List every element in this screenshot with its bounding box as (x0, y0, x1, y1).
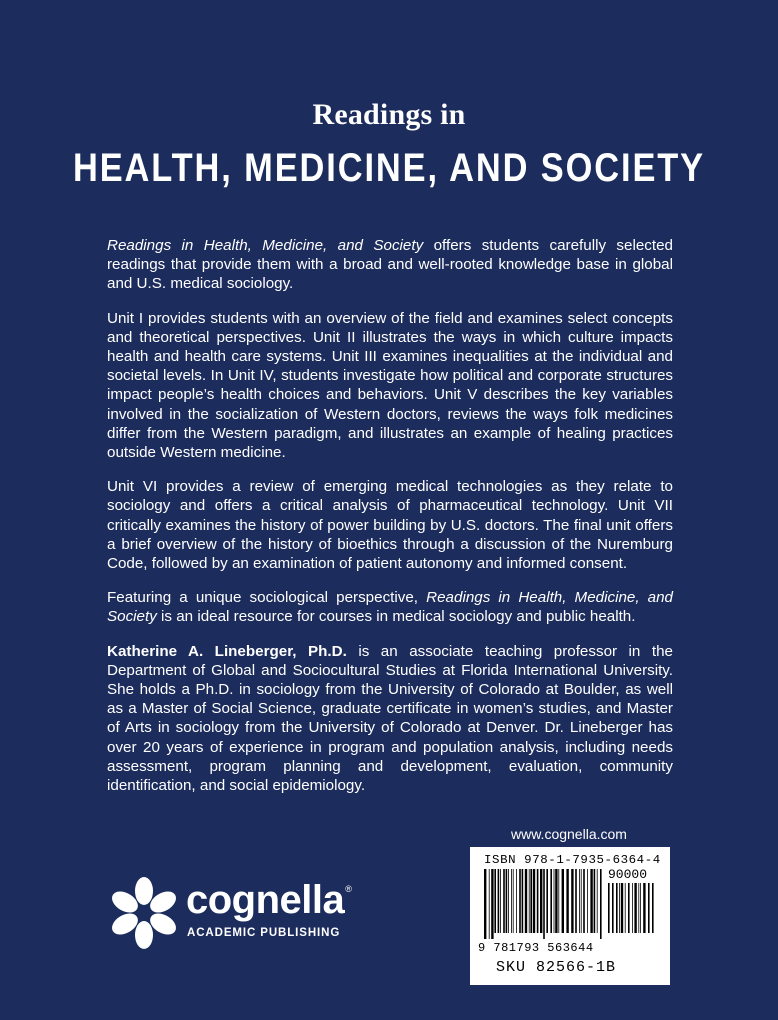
barcode-bar (587, 869, 588, 933)
barcode-bar (530, 869, 532, 933)
barcode-bar (619, 883, 620, 933)
barcode-bar (579, 869, 580, 933)
barcode-bar (600, 869, 602, 939)
publisher-logo-name: cognella® (186, 878, 352, 922)
barcode-bar (484, 869, 486, 939)
barcode-addon-icon (608, 883, 658, 939)
barcode-bar (550, 869, 552, 933)
barcode-bar (625, 883, 626, 933)
barcode-bar (575, 869, 577, 933)
barcode-bar (525, 869, 527, 933)
barcode-bar (608, 883, 610, 933)
barcode-bar (632, 883, 633, 933)
barcode-bar (500, 869, 501, 933)
barcode-bar (503, 869, 505, 933)
description-paragraph-2: Unit I provides students with an overview of the field and examines select concepts and theoretical perspectives. Unit II illustrates the ways in which culture impacts health and health care systems. Unit III examines inequalities at the individual and societal levels. In Unit IV, students investigate how political and corporate structures impact people’s health choices and behaviors. Unit V describes the key variables involved in the socialization of Western doctors, reviews the ways folk medicines differ from the Western paradigm, and illustrates an example of healing practices outside Western medicine. (107, 309, 673, 462)
barcode-bar (522, 869, 524, 933)
back-cover-text (107, 236, 673, 810)
barcode-bar (558, 869, 559, 933)
barcode-bar (562, 869, 564, 933)
barcode-bar (537, 869, 539, 933)
barcode-bar (540, 869, 542, 933)
barcode-bar (566, 869, 568, 933)
barcode-bar (590, 869, 592, 933)
barcode-icon (484, 869, 602, 939)
barcode-bar (571, 869, 573, 933)
author-name: Katherine A. Lineberger, Ph.D. (107, 642, 347, 660)
barcode-bar (506, 869, 508, 933)
barcode-bar (489, 869, 490, 939)
cover-subtitle: Readings in (312, 98, 466, 131)
book-title-italic: Readings in Health, Medicine, and Society (107, 237, 424, 254)
barcode-bar (508, 869, 509, 933)
barcode-bar (648, 883, 650, 933)
barcode-box (470, 847, 670, 985)
barcode-bar (511, 869, 512, 933)
barcode-bar (554, 869, 555, 933)
author-bio: Katherine A. Lineberger, Ph.D. is an associate teaching professor in the Department of Global and Sociocultural Studies at Florida International University. She holds a Ph.D. in sociology from the University of Colorado at Boulder, as well as a Master of Social Science, graduate certificate in women’s studies, and Master of Arts in sociology from the University of Colorado at Denver. Dr. Lineberger has over 20 years of experience in program and population analysis, including needs assessment, program planning and development, evaluation, community identification, and social epidemiology. (107, 642, 673, 795)
barcode-bar (498, 869, 500, 933)
barcode-bar (583, 869, 585, 933)
barcode-bar (516, 869, 517, 933)
publisher-website[interactable]: www.cognella.com (511, 826, 627, 842)
barcode-bar (519, 869, 521, 933)
barcode-bar (494, 869, 496, 933)
barcode-bar (621, 883, 623, 933)
isbn-text: ISBN 978-1-7935-6364-4 (484, 853, 661, 867)
barcode-addon-text: 90000 (608, 867, 648, 882)
barcode-bar (543, 869, 545, 939)
barcode-digits: 9 781793 563644 (478, 941, 594, 955)
publisher-tagline: ACADEMIC PUBLISHING (187, 927, 341, 939)
description-paragraph-3: Unit VI provides a review of emerging medical technologies as they relate to sociology and offers a critical analysis of pharmaceutical technology. Unit VII critically examines the history of power building by U.S. doctors. The final unit offers a brief overview of the history of bioethics through a discussion of the Nuremburg Code, followed by an examination of patient autonomy and informed consent. (107, 478, 673, 573)
barcode-bar (643, 883, 645, 933)
barcode-bar (513, 869, 514, 933)
barcode-bar (529, 869, 530, 933)
barcode-bar (652, 883, 654, 933)
barcode-bar (533, 869, 535, 933)
cover-title: HEALTH, MEDICINE, AND SOCIETY (72, 146, 706, 190)
sku-text: SKU 82566-1B (496, 959, 617, 976)
barcode-bar (555, 869, 557, 933)
barcode-bar (594, 869, 596, 933)
barcode-bar (616, 883, 618, 933)
barcode-bar (612, 883, 614, 933)
description-paragraph-4: Featuring a unique sociological perspective, Readings in Health, Medicine, and Society is an ideal resource for courses in medical sociology and public health. (107, 589, 674, 626)
barcode-bar (581, 869, 582, 933)
description-paragraph-1: Readings in Health, Medicine, and Society offers students carefully selected readings that provide them with a broad and well-rooted knowledge base in global and U.S. medical sociology. (107, 237, 673, 293)
barcode-bar (597, 869, 598, 933)
barcode-bar (640, 883, 641, 933)
barcode-bar (638, 883, 639, 933)
book-title-italic: Readings in Health, Medicine, and Society (107, 589, 674, 626)
barcode-bar (491, 869, 493, 939)
trademark-mark: ® (345, 884, 352, 894)
barcode-bar (628, 883, 630, 933)
flower-icon (104, 876, 184, 950)
barcode-bar (546, 869, 548, 933)
barcode-bar (634, 883, 636, 933)
